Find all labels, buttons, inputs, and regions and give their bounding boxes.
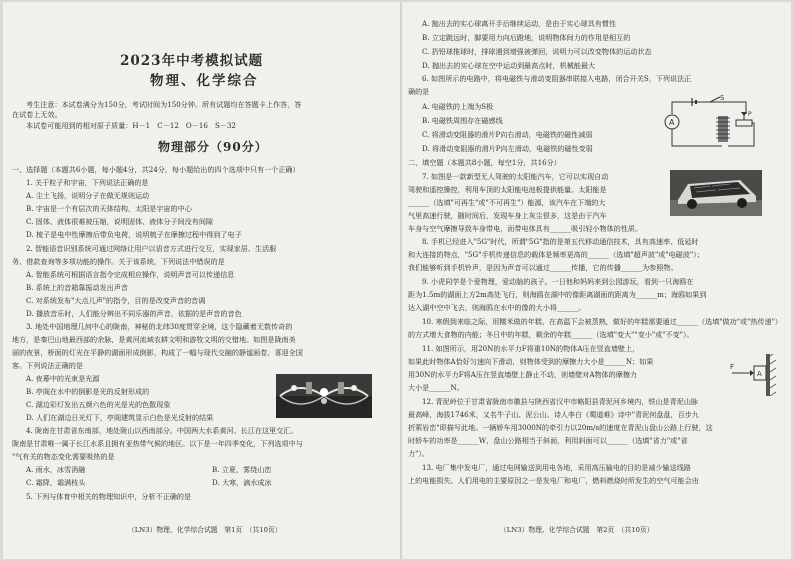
option-line: D. 将滑动变阻器的滑片P向左滑动，电磁铁的磁性变弱 bbox=[422, 144, 593, 153]
question-line: 力"）。 bbox=[408, 449, 429, 458]
option-line: A. 雨水，冰雪消融 bbox=[26, 465, 86, 474]
option-line: D. 人们在湖边日光灯下，亭阁建筑显示白色是光反射的结果 bbox=[26, 413, 214, 422]
question-line: ______（选填"可再生"或"不可再生"）能源，该汽车在下端的大 bbox=[408, 198, 606, 207]
slider-label: P bbox=[748, 111, 752, 118]
option-line: C. 霜降，霜满枝头 bbox=[26, 478, 86, 487]
option-line: A. 夜幕中的光束是光源 bbox=[26, 374, 100, 383]
left-page bbox=[12, 2, 392, 559]
page-fold bbox=[400, 2, 402, 559]
question-line: 时轿车的功率是______W，盘山公路相当于斜面，利用斜面可以______（选填"省力"或"省 bbox=[408, 436, 688, 445]
question-line: 9. 小虎同学是个爱物理，爱动脑的孩子。一日他和妈妈来到公园游玩，看到一只海鸥在 bbox=[422, 277, 694, 286]
question-line: 陇南是甘肃唯一属于长江水系且拥有亚热带气候的地区。以下是一年四季变化，下列选项中与 bbox=[12, 439, 303, 448]
option-line: D. 梳子是电中性摩擦后带负电荷，说明梳子在摩擦过程中得到了电子 bbox=[26, 230, 242, 239]
page-footer: （LN3）物理、化学综合试题 第1页 （共10页） bbox=[128, 526, 282, 534]
question-line: 上的电能损失。人们用电的主要原因之一是发电厂和电厂，燃料燃烧时所发生的空气可能会由 bbox=[408, 476, 699, 485]
question-line: 大小是______N。 bbox=[408, 383, 464, 392]
question-line: 我们能够听到手机铃声，是因为声音可以通过______传播，它的传播______为参照物。 bbox=[408, 263, 678, 272]
question-line: 8. 手机已经进入"5G"时代，所谓"5G"指的是第五代移动通信技术，具有高速率、低延时 bbox=[422, 237, 699, 246]
question-line: 折萦岩峦"即描写此地。一辆轿车用3000N的牵引力以20m/s的速度在青泥山盘山公路上行驶，这 bbox=[408, 423, 713, 432]
question-line: 5. 下列与体育中相关的物理知识中，分析不正确的是 bbox=[26, 492, 192, 501]
block-label: A bbox=[757, 370, 762, 378]
question-line: 3. 地处中国地理几何中心的陇南，神秘的北纬30度贯穿全境，这个隐藏着无数传奇的 bbox=[26, 322, 293, 331]
question-line: 如果此时物体A恰好匀速向下滑动，则物体受到的摩擦力大小是______N；如果 bbox=[408, 357, 654, 366]
option-line: D. 播放音乐时，人们能分辨出不同乐器的声音，依据的是声音的音色 bbox=[26, 309, 242, 318]
question-line: 和大连接的特点，"5G"手机传递信息的载体是频率更高的______（选填"超声波"或"电磁波"）； bbox=[408, 250, 704, 259]
option-line: A. 电磁铁的上端为S极 bbox=[422, 102, 494, 111]
switch-label: S bbox=[720, 94, 725, 102]
question-line: 丽的夜景，桥面的灯光在平静的湖面形成倒影，构成了一幅与现代交融的静谧画卷，喜迎全国 bbox=[12, 348, 303, 357]
question-line: 距为1.5m的湖面上方2m高处飞行，则海鸥在湖中的像距离湖面的距离为______m；海鸥如果到 bbox=[408, 290, 707, 299]
atomic-masses: 本试卷可能用到的相对原子质量：H－1 C－12 O－16 S－32 bbox=[26, 121, 236, 130]
right-page bbox=[408, 2, 788, 559]
option-line: D. 大寒，滴水成冰 bbox=[212, 478, 272, 487]
question-line: 13. 电厂集中发电厂，通过电网输送到用电各地，采用高压输电的目的是减少输送线路 bbox=[422, 463, 691, 472]
solar-car-photo bbox=[670, 170, 762, 216]
question-line: 车身与空气摩擦导致车身带电，而带电体具有______吸引轻小物体的性质。 bbox=[408, 224, 643, 233]
option-line: C. 将滑动变阻器的滑片P向右滑动，电磁铁的磁性减弱 bbox=[422, 130, 593, 139]
question-line: 1. 关于粒子和宇宙，下列说法正确的是 bbox=[26, 178, 149, 187]
ammeter-label: A bbox=[669, 118, 675, 127]
section-header: 二、填空题（本题共8小题，每空1分，共16分） bbox=[408, 158, 561, 167]
question-line: 客。下列说法正确的是 bbox=[12, 361, 83, 370]
question-line: 11. 如图所示，用20N的水平力F将重10N的物体A压在竖直墙壁上， bbox=[422, 344, 640, 353]
night-scene-photo bbox=[276, 374, 372, 418]
question-line: 的方式增大食物的内能；冬日中的年糕，剩余的年糕______（选填"变大""变小"或"不变"）。 bbox=[408, 330, 694, 339]
option-line: C. 对系统发布"大点儿声"的指令，目的是改变声音的音调 bbox=[26, 296, 206, 305]
question-line: 务、借款查询等多项功能的操作。关于该系统，下列说法中错误的是 bbox=[12, 257, 225, 266]
option-line: B. 立定跳远时，脚要用力向后蹬地，说明物体间力的作用是相互的 bbox=[422, 33, 631, 42]
force-label: F bbox=[730, 363, 735, 371]
option-line: A. 抛出去的实心球离开手后继续运动，是由于实心球具有惯性 bbox=[422, 19, 617, 28]
page-footer: （LN3）物理、化学综合试题 第2页 （共10页） bbox=[500, 526, 654, 534]
exam-sheet bbox=[3, 2, 791, 559]
option-line: B. 宇宙是一个有层次的天体结构，太阳是宇宙的中心 bbox=[26, 204, 192, 213]
notice-line: 在试卷上无效。 bbox=[12, 110, 62, 119]
option-line: D. 抛出去的实心球在空中运动到最高点时，机械能最大 bbox=[422, 61, 596, 70]
option-line: B. 亭阁在水中的倒影是光的反射形成的 bbox=[26, 387, 150, 396]
question-line: 7. 如图是一款新型无人驾驶的太阳能汽车，它可以实现自动 bbox=[422, 172, 609, 181]
force-block-diagram bbox=[726, 354, 778, 396]
option-line: B. 电磁铁周围存在磁感线 bbox=[422, 116, 503, 125]
question-line: 12. 青泥岭位于甘肃省陇南市徽县与陕西省汉中市略阳县青泥河乡境内，铁山是青泥山脉 bbox=[422, 397, 699, 406]
electromagnet-circuit-diagram bbox=[662, 94, 756, 156]
option-line: C. 扔铅球推球时，排球遇到增强被弹回，说明力可以改变物体的运动状态 bbox=[422, 47, 652, 56]
option-line: A. 智能系统可根据语言指令完成相应操作，说明声音可以传递信息 bbox=[26, 270, 235, 279]
question-line: 2. 智能语音识别系统可通过网络让用户以语音方式进行交互，实现家居、生活服 bbox=[26, 244, 277, 253]
option-line: B. 立夏，雾绕山峦 bbox=[212, 465, 272, 474]
question-line: 地方，是秦巴山地最西部的余脉，是黄河流域农耕文明和游牧文明的交错地。如图是陇南美 bbox=[12, 335, 296, 344]
question-line: 驾驶和遥控操控，利用车顶的太阳能电池板提供能量。太阳能是 bbox=[408, 185, 607, 194]
option-line: C. 固体、液体很难被压缩，说明固体、液体分子间没有间隙 bbox=[26, 217, 214, 226]
exam-subtitle: 物理、化学综合 bbox=[150, 73, 259, 89]
question-line: 一、选择题（本题共6小题，每小题4分，共24分，每小题给出的四个选项中只有一个正确） bbox=[12, 165, 300, 174]
question-line: 10. 寒假到来临之际，用糯米做的年糕，在高温下会被蒸熟，做好的年糕需要通过______（选填"做功"或"热传递"） bbox=[422, 317, 782, 326]
option-line: B. 系统上的音箱靠振动发出声音 bbox=[26, 283, 128, 292]
question-line: 用30N的水平力F将A压在竖直墙壁上静止不动，则墙壁对A物体的摩擦力 bbox=[408, 370, 638, 379]
question-line: 确的是 bbox=[408, 87, 430, 96]
option-line: C. 湖边彩灯发出五颜六色的光是光的色散现象 bbox=[26, 400, 171, 409]
option-line: A. 尘土飞扬，说明分子在做无规则运动 bbox=[26, 191, 150, 200]
question-line: 达入湖中空中飞去，则海鸥在水中的像的大小将______。 bbox=[408, 303, 586, 312]
physics-header: 物理部分（90分） bbox=[158, 140, 268, 154]
notice-line: 考生注意：本试卷满分为150分，考试时间为150分钟。所有试题均在答题卡上作答，答 bbox=[26, 100, 302, 109]
exam-title: 2023年中考模拟试题 bbox=[120, 53, 264, 69]
question-line: "气有关的物态变化需要吸热的是 bbox=[12, 452, 115, 461]
question-line: 6. 如图所示的电路中，将电磁铁与滑动变阻器串联接入电路，闭合开关S，下列说法正 bbox=[422, 74, 692, 83]
question-line: 气里高速行驶，随时间后，发现车身上灰尘很多，这是由于汽车 bbox=[408, 211, 607, 220]
question-line: 最高峰，海拔1746米，又名牛子山、泥公山。诗人李白《蜀道难》诗中"青泥何盘盘，百步九 bbox=[408, 410, 699, 419]
question-line: 4. 陇南在甘肃省东南部，地处陇山以西南部分。中国两大水系黄河、长江在这里交汇。 bbox=[26, 426, 298, 435]
